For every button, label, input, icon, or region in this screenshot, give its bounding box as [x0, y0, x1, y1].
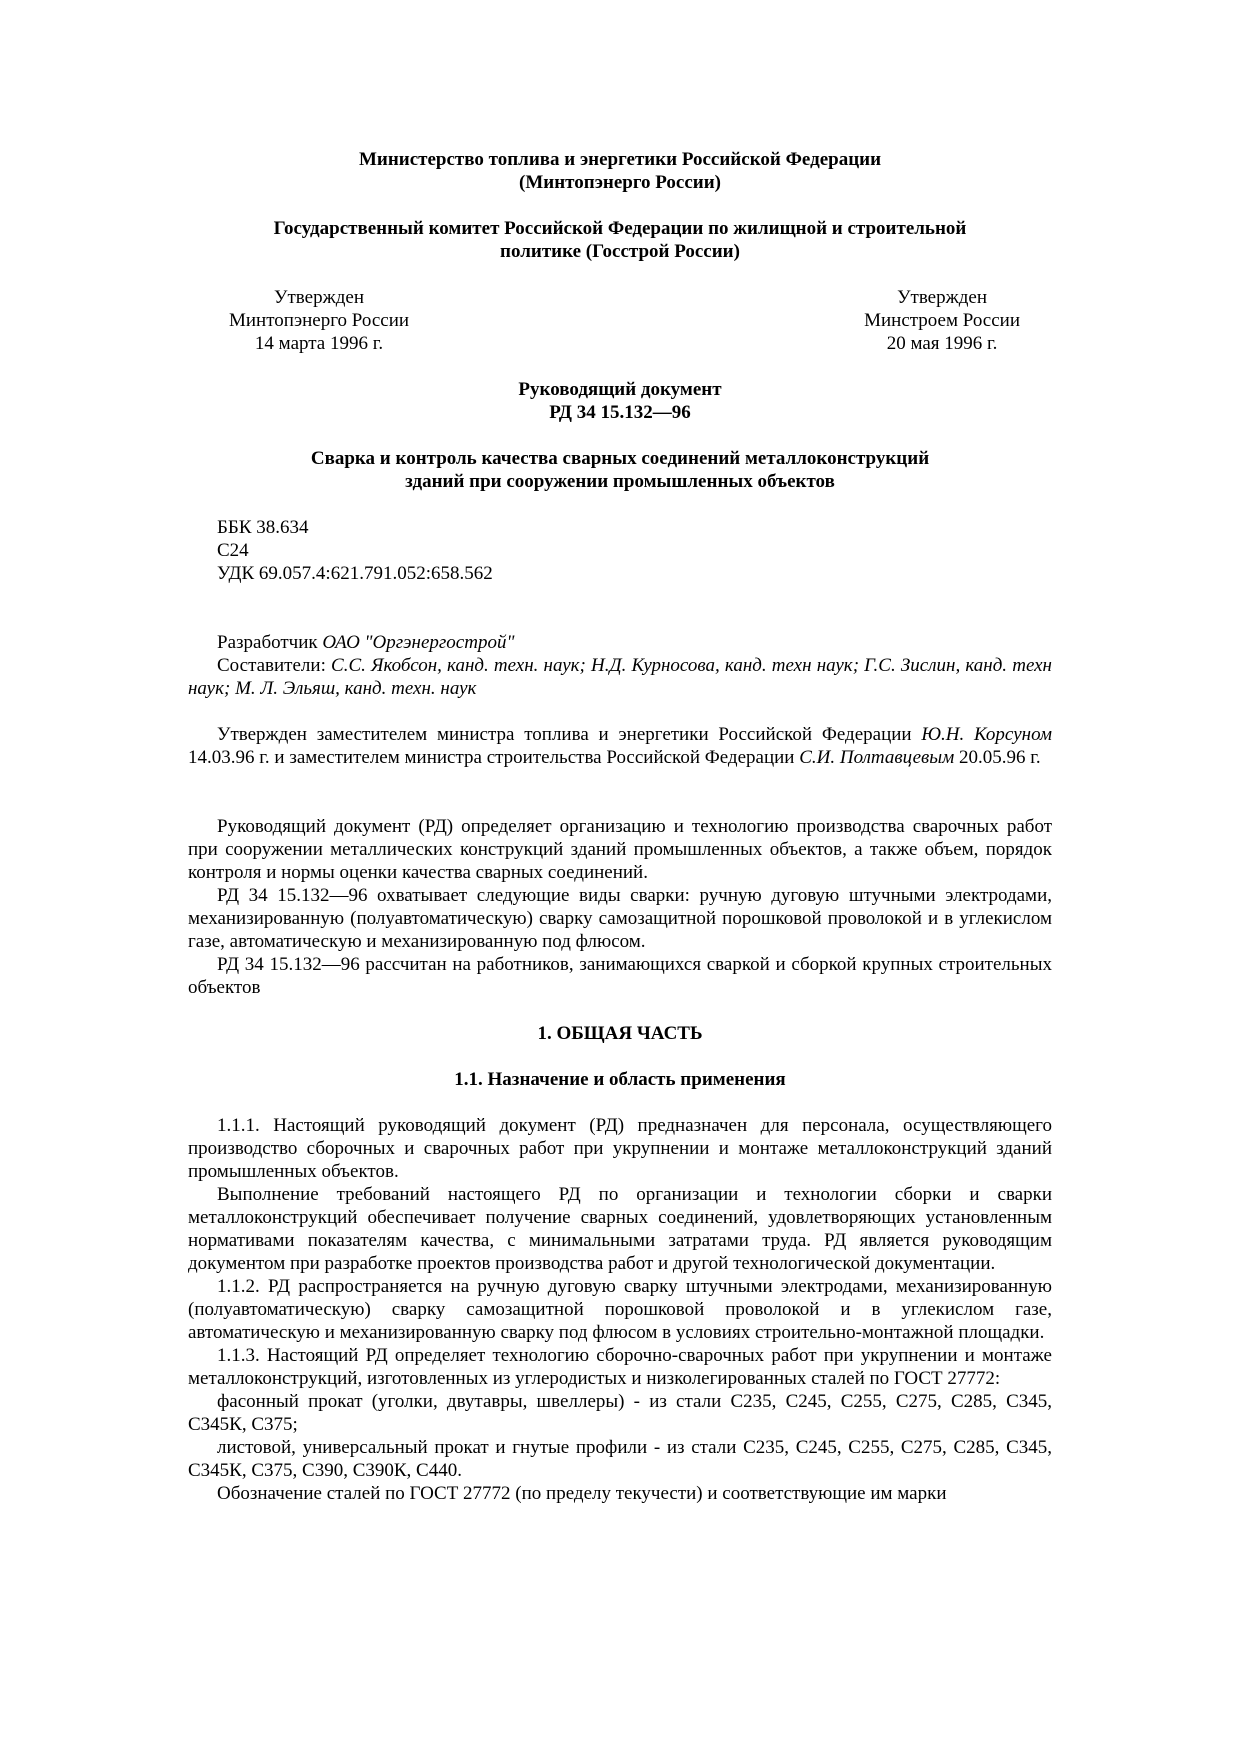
doc-type: Руководящий документ: [518, 379, 722, 400]
approved-text-3: 20.05.96 г.: [954, 747, 1041, 768]
abstract-paragraph: РД 34 15.132—96 охватывает следующие виды сварки: ручную дуговую штучными электродами, механизированную (полуавтоматическую) сварку самозащитной порошковой проволокой и в углекислом газе, автоматическую и механизированную под флюсом.: [188, 885, 1052, 952]
abstract-paragraph: РД 34 15.132—96 рассчитан на работников, занимающихся сваркой и сборкой крупных строительных объектов: [188, 954, 1052, 998]
approver-1: Ю.Н. Корсуном: [921, 724, 1052, 745]
ministry-line-2: (Минтопэнерго России): [519, 172, 721, 193]
approved-text-1: Утвержден заместителем министра топлива и энергетики Российской Федерации: [217, 724, 922, 745]
section-body: [188, 1114, 1052, 1505]
committee-line-1: Государственный комитет Российской Федерации по жилищной и строительной: [273, 218, 967, 239]
abstract: [188, 815, 1052, 999]
c-code: С24: [217, 540, 249, 561]
body-paragraph: 1.1.3. Настоящий РД определяет технологию сборочно-сварочных работ при укрупнении и монтаже металлоконструкций, изготовленных из углеродистых и низколегированных сталей по ГОСТ 27772:: [188, 1345, 1052, 1389]
approval-left-line-1: Утвержден: [274, 287, 364, 308]
subsection-title: 1.1. Назначение и область применения: [454, 1069, 786, 1090]
compilers-line: [188, 654, 1052, 700]
approved-by-paragraph: [188, 723, 1052, 769]
approval-right: [864, 286, 1020, 355]
section-title: 1. ОБЩАЯ ЧАСТЬ: [537, 1023, 703, 1044]
developer-line: [188, 631, 1052, 654]
ministry-header: [188, 148, 1052, 194]
developer-name: ОАО "Оргэнергострой": [322, 632, 515, 653]
committee-header: [188, 217, 1052, 263]
committee-line-2: политике (Госстрой России): [500, 241, 740, 262]
approvals-block: [188, 286, 1052, 355]
body-paragraph: Обозначение сталей по ГОСТ 27772 (по пределу текучести) и соответствующие им марки: [217, 1483, 947, 1504]
body-paragraph: Выполнение требований настоящего РД по организации и технологии сборки и сварки металлоконструкций обеспечивает получение сварных соединений, удовлетворяющих установленным нормативами показателям качества, с минимальными затратами труда. РД является руководящим документом при разработке проектов производства работ и другой технологической документации.: [188, 1184, 1052, 1274]
developer-label: Разработчик: [217, 632, 323, 653]
body-paragraph: листовой, универсальный прокат и гнутые профили - из стали С235, С245, С255, С275, С285, С345, С345К, С375, С390, С390К, С440.: [188, 1437, 1052, 1481]
approval-left-line-3: 14 марта 1996 г.: [254, 333, 384, 354]
approver-2: С.И. Полтавцевым: [799, 747, 955, 768]
approved-text-2: 14.03.96 г. и заместителем министра строительства Российской Федерации: [188, 747, 800, 768]
approval-left-line-2: Минтопэнерго России: [229, 310, 410, 331]
authors-block: [188, 631, 1052, 700]
udk-code: УДК 69.057.4:621.791.052:658.562: [217, 563, 493, 584]
body-paragraph: 1.1.2. РД распространяется на ручную дуговую сварку штучными электродами, механизированную (полуавтоматическую) сварку самозащитной порошковой проволокой и в углекислом газе, автоматическую и механизированную сварку под флюсом в условиях строительно-монтажной площадки.: [188, 1276, 1052, 1343]
bbk-code: ББК 38.634: [217, 517, 309, 538]
body-paragraph: фасонный прокат (уголки, двутавры, швеллеры) - из стали С235, С245, С255, С275, С285, С345, С345К, С375;: [188, 1391, 1052, 1435]
document-page: [188, 148, 1052, 1505]
approval-right-line-2: Минстроем России: [864, 310, 1020, 331]
compilers-names: С.С. Якобсон, канд. техн. наук; Н.Д. Курносова, канд. техн наук; Г.С. Зислин, канд. техн наук; М. Л. Эльяш, канд. техн. наук: [188, 655, 1052, 699]
doc-title: [188, 447, 1052, 493]
ministry-line-1: Министерство топлива и энергетики Российской Федерации: [358, 149, 882, 170]
doc-type-block: [188, 378, 1052, 424]
doc-title-line-2: зданий при сооружении промышленных объектов: [405, 471, 835, 492]
body-paragraph: 1.1.1. Настоящий руководящий документ (РД) предназначен для персонала, осуществляющего производство сборочных и сварочных работ при укрупнении и монтаже металлоконструкций зданий промышленных объектов.: [188, 1115, 1052, 1182]
abstract-paragraph: Руководящий документ (РД) определяет организацию и технологию производства сварочных работ при сооружении металлических конструкций зданий промышленных объектов, а также объем, порядок контроля и нормы оценки качества сварных соединений.: [188, 816, 1052, 883]
compilers-label: Составители:: [217, 655, 332, 676]
approval-right-line-1: Утвержден: [897, 287, 988, 308]
doc-number: РД 34 15.132—96: [549, 402, 691, 423]
doc-title-line-1: Сварка и контроль качества сварных соединений металлоконструкций: [310, 448, 930, 469]
approval-right-line-3: 20 мая 1996 г.: [886, 333, 998, 354]
approval-left: [229, 286, 409, 355]
classification-codes: [188, 516, 1052, 585]
